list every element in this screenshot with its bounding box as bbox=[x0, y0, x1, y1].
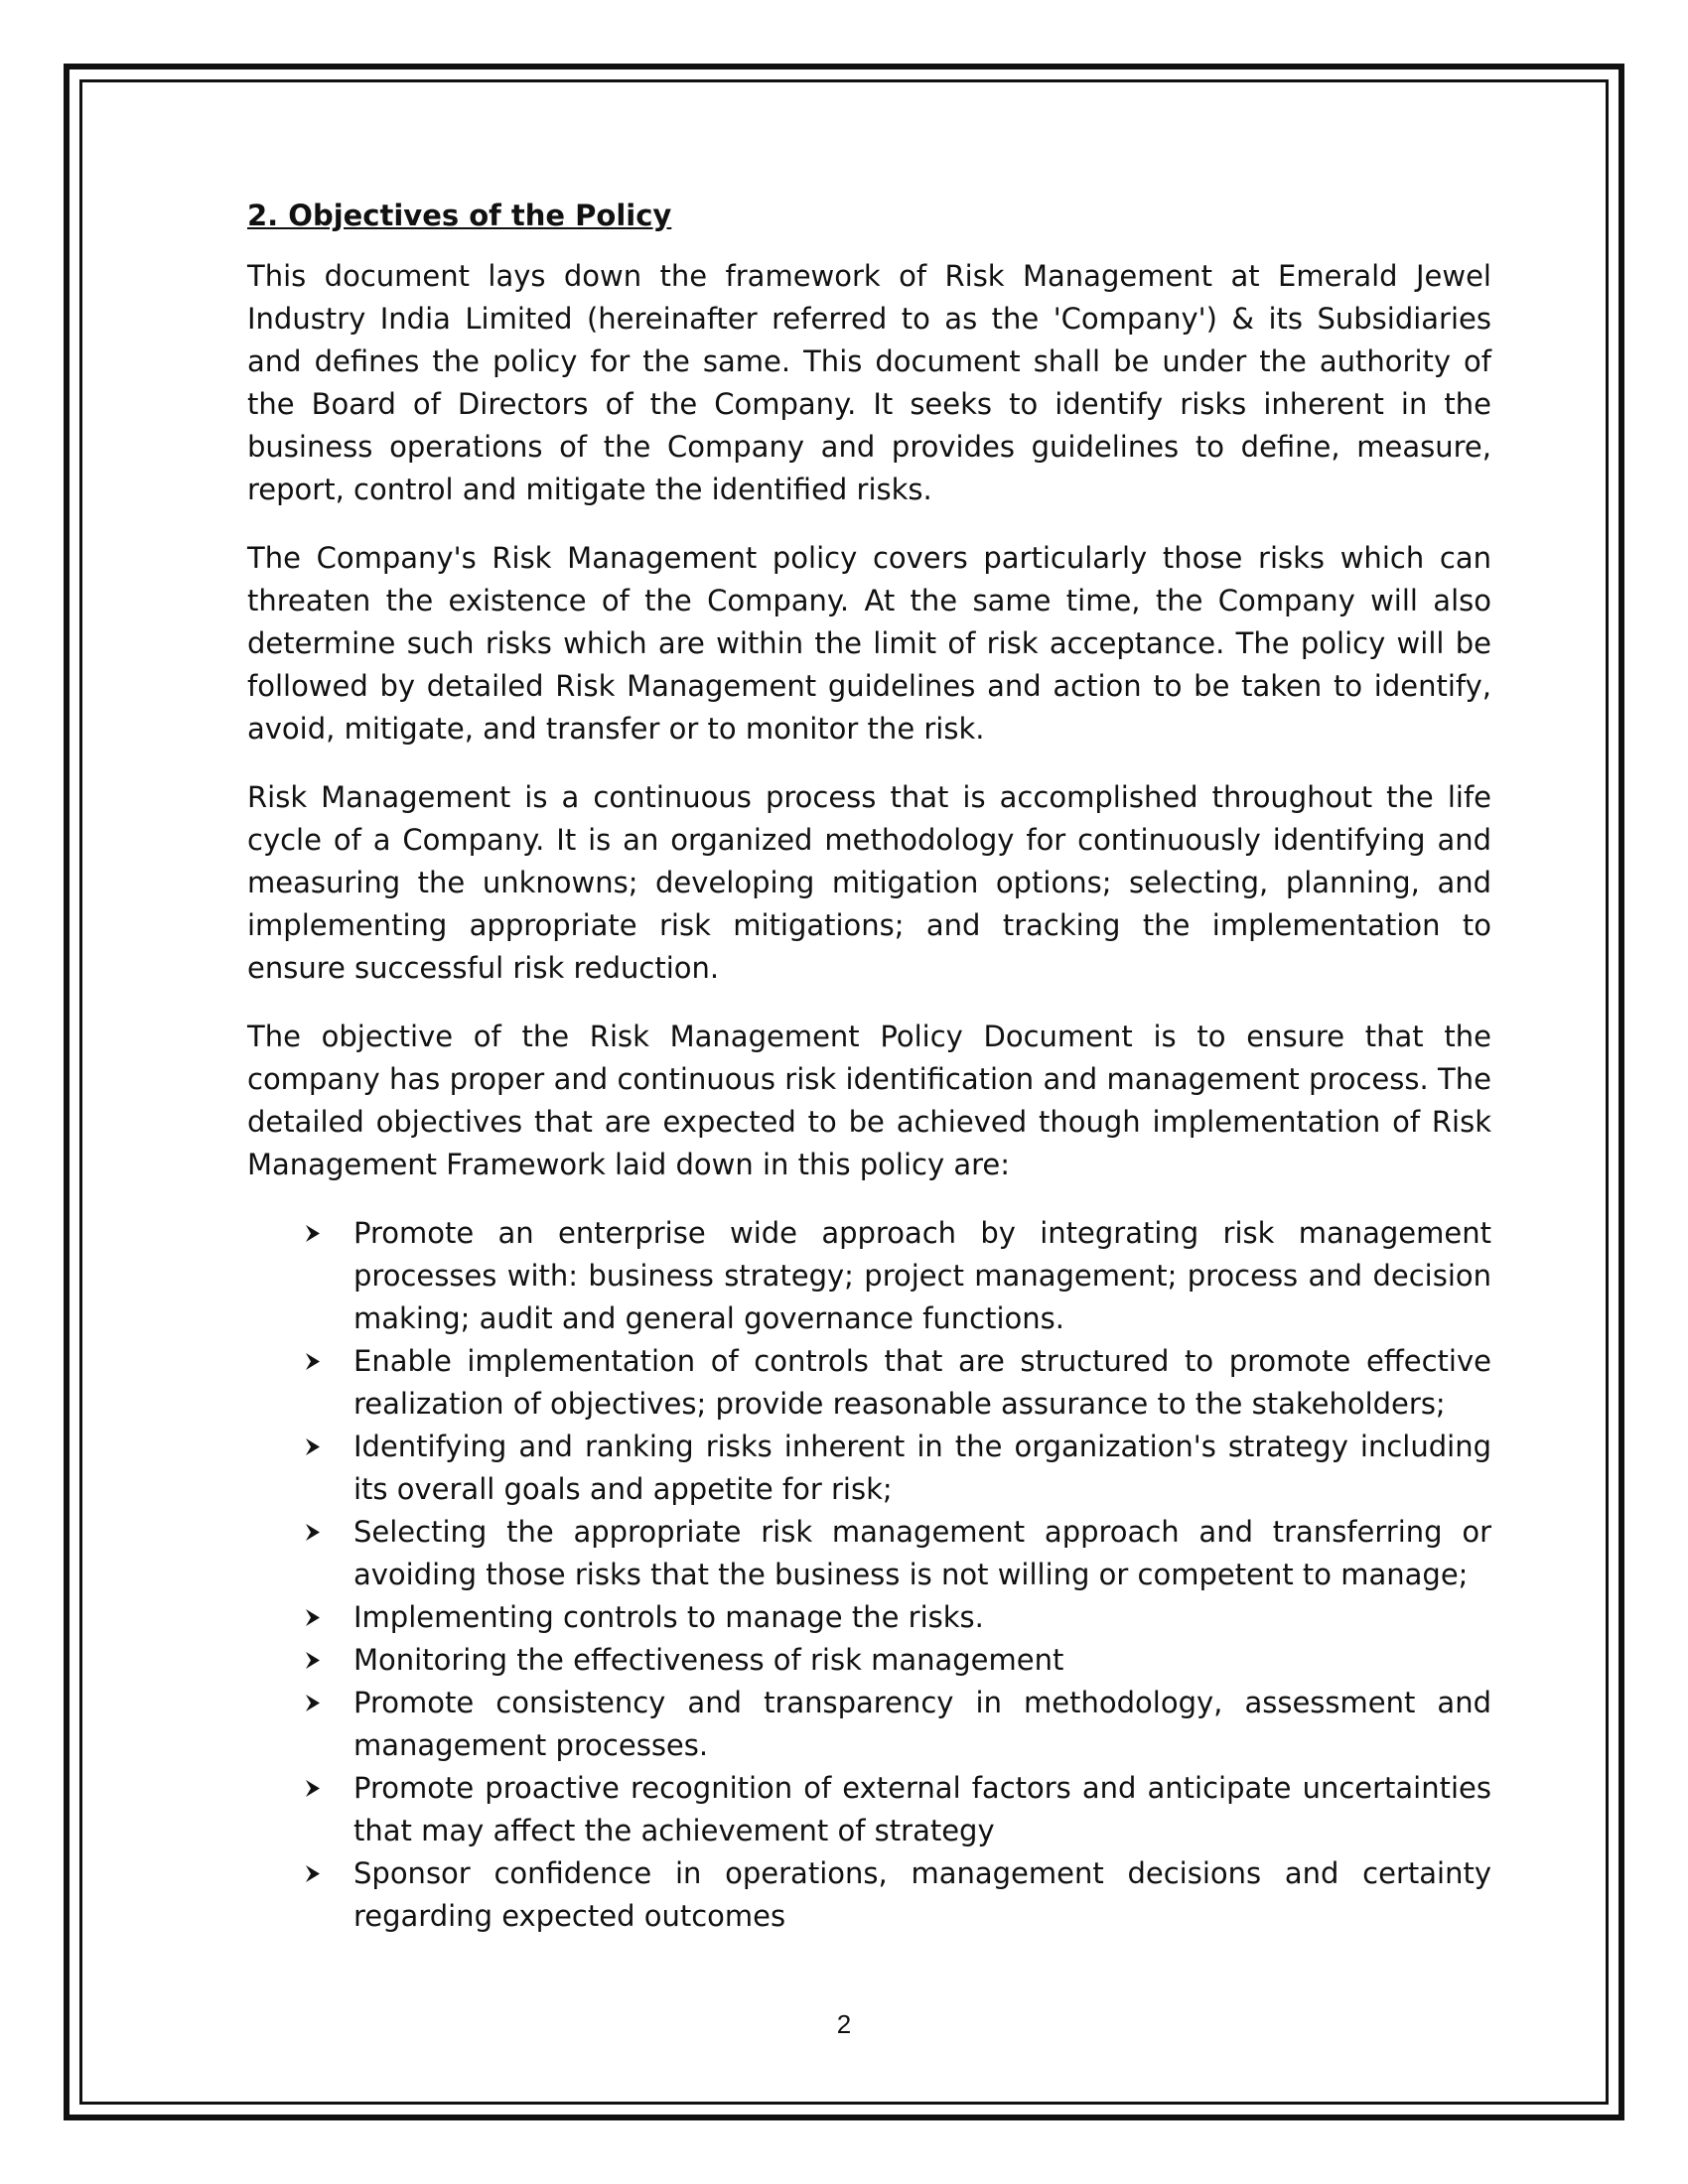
list-item bbox=[302, 1767, 1491, 1852]
list-item bbox=[302, 1682, 1491, 1767]
arrowhead-bullet-icon bbox=[302, 1639, 332, 1682]
list-item-text: Monitoring the effectiveness of risk management bbox=[353, 1643, 1064, 1677]
list-item-text: Promote an enterprise wide approach by integrating risk management processes with: business strategy; project management; process and decision making; audit and general governance functions. bbox=[353, 1216, 1491, 1335]
paragraph: The objective of the Risk Management Policy Document is to ensure that the company has proper and continuous risk identification and management process. The detailed objectives that are expected to be achieved though implementation of Risk Management Framework laid down in this policy are: bbox=[247, 1020, 1491, 1181]
list-item bbox=[302, 1212, 1491, 1340]
page-number: 2 bbox=[836, 2009, 852, 2039]
arrowhead-bullet-icon bbox=[302, 1340, 332, 1383]
list-item bbox=[302, 1340, 1491, 1426]
paragraph: This document lays down the framework of Risk Management at Emerald Jewel Industry India Limited (hereinafter referred to as the 'Company') & its Subsidiaries and defines the policy for the same. This document shall be under the authority of the Board of Directors of the Company. It seeks to identify risks inherent in the business operations of the Company and provides guidelines to define, measure, report, control and mitigate the identified risks. bbox=[247, 259, 1491, 506]
section-heading: 2. Objectives of the Policy bbox=[247, 199, 672, 232]
arrowhead-bullet-icon bbox=[302, 1511, 332, 1554]
paragraph: Risk Management is a continuous process that is accomplished throughout the life cycle of a Company. It is an organized methodology for continuously identifying and measuring the unknowns; developing mitigation options; selecting, planning, and implementing appropriate risk mitigations; and tracking the implementation to ensure successful risk reduction. bbox=[247, 780, 1491, 985]
list-item-text: Implementing controls to manage the risks. bbox=[353, 1600, 984, 1634]
list-item bbox=[302, 1596, 1491, 1639]
paragraph: The Company's Risk Management policy covers particularly those risks which can threaten the existence of the Company. At the same time, the Company will also determine such risks which are within the limit of risk acceptance. The policy will be followed by detailed Risk Management guidelines and action to be taken to identify, avoid, mitigate, and transfer or to monitor the risk. bbox=[247, 541, 1491, 746]
arrowhead-bullet-icon bbox=[302, 1852, 332, 1895]
arrowhead-bullet-icon bbox=[302, 1682, 332, 1724]
arrowhead-bullet-icon bbox=[302, 1426, 332, 1468]
list-item-text: Promote consistency and transparency in methodology, assessment and management processes. bbox=[353, 1686, 1491, 1762]
list-item-text: Enable implementation of controls that are structured to promote effective realization of objectives; provide reasonable assurance to the stakeholders; bbox=[353, 1344, 1491, 1421]
document-body bbox=[247, 195, 1491, 1938]
list-item bbox=[302, 1426, 1491, 1511]
list-item-text: Promote proactive recognition of external factors and anticipate uncertainties that may affect the achievement of strategy bbox=[353, 1771, 1491, 1847]
arrowhead-bullet-icon bbox=[302, 1212, 332, 1255]
list-item bbox=[302, 1511, 1491, 1596]
list-item-text: Identifying and ranking risks inherent in the organization's strategy including its overall goals and appetite for risk; bbox=[353, 1430, 1491, 1506]
list-item bbox=[302, 1639, 1491, 1682]
list-item-text: Sponsor confidence in operations, management decisions and certainty regarding expected outcomes bbox=[353, 1856, 1491, 1933]
arrowhead-bullet-icon bbox=[302, 1596, 332, 1639]
arrowhead-bullet-icon bbox=[302, 1767, 332, 1810]
list-item bbox=[302, 1852, 1491, 1938]
objectives-list bbox=[302, 1212, 1491, 1938]
list-item-text: Selecting the appropriate risk management approach and transferring or avoiding those risks that the business is not willing or competent to manage; bbox=[353, 1515, 1491, 1591]
